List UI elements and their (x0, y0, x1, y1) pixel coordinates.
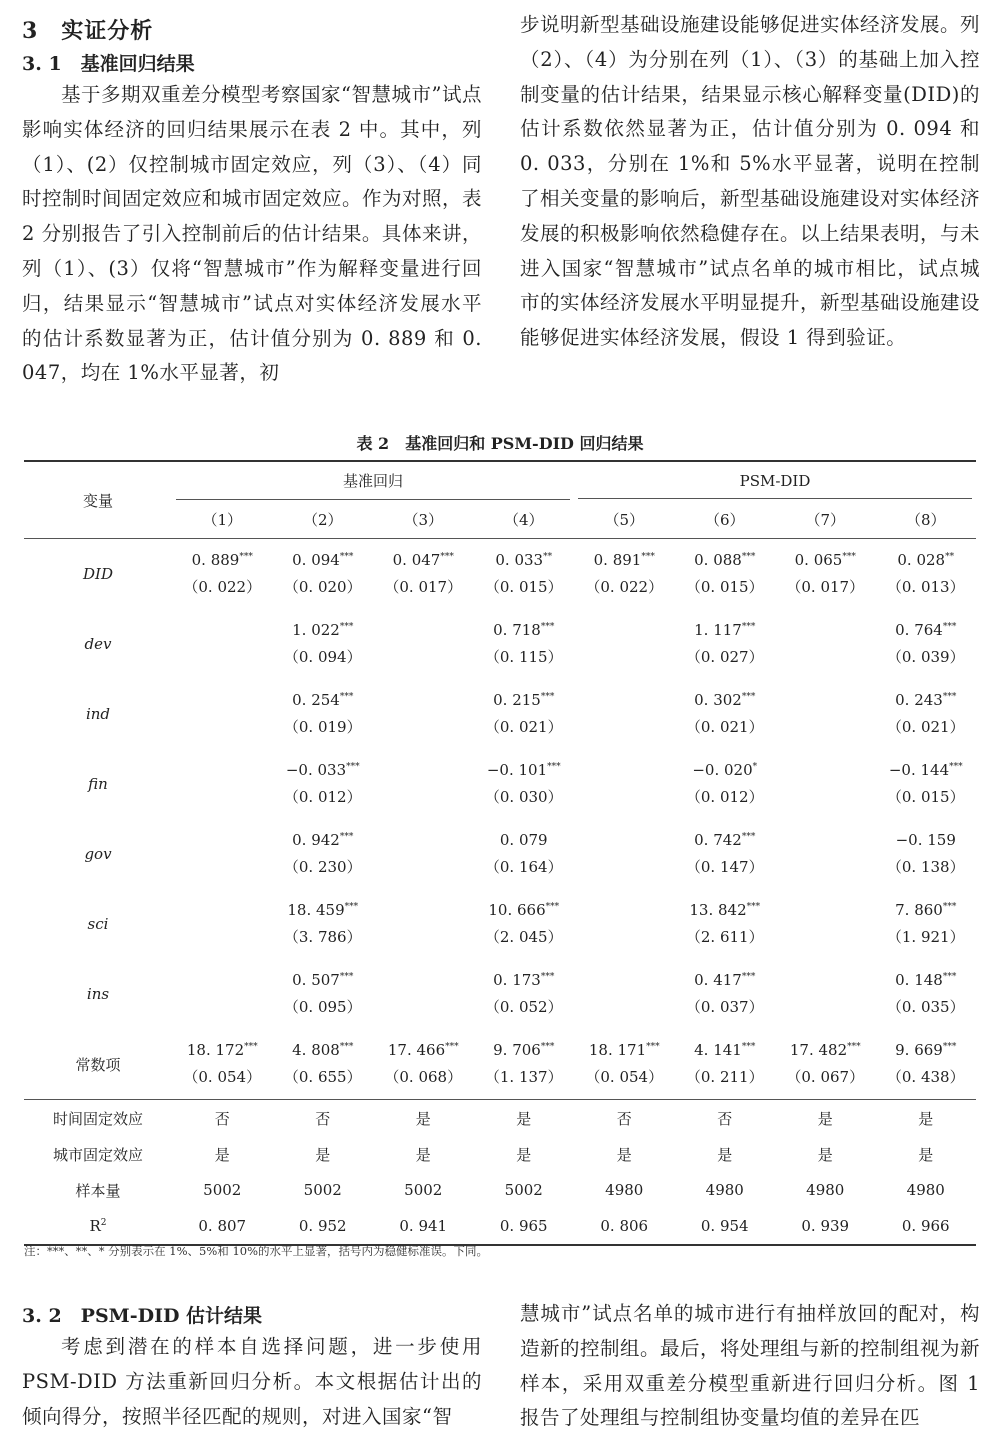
significance-stars: *** (540, 692, 555, 702)
table-row (24, 889, 976, 923)
significance-stars: *** (239, 552, 253, 562)
table-footer-row (24, 1100, 976, 1137)
standard-error: （3. 786） (283, 927, 362, 946)
standard-error: （0. 035） (886, 997, 965, 1016)
coefficient: 0. 173 (493, 971, 541, 989)
footer-value: 是 (474, 1100, 575, 1137)
footer-value: 0. 806 (574, 1208, 675, 1245)
significance-stars: *** (445, 1042, 459, 1052)
standard-error (775, 853, 876, 889)
significance-stars: *** (540, 972, 555, 982)
standard-error (373, 713, 474, 749)
standard-error: （0. 022） (183, 577, 262, 596)
table-row (24, 819, 976, 853)
coefficient-cell (574, 889, 675, 923)
column-number: （6） (675, 500, 776, 539)
column-number: （3） (373, 500, 474, 539)
var-header: 变量 (24, 461, 172, 539)
paragraph: 基于多期双重差分模型考察国家“智慧城市”试点影响实体经济的回归结果展示在表 2 中。其中，列（1）、(2）仅控制城市固定效应，列（3）、（4）同时控制时间固定效应和城市固定效应。作为对照，表 2 分别报告了引入控制前后的估计结果。具体来讲，列（1）、(3）仅将“智慧城市”作为解释变量进行回归，结果显示“智慧城市”试点对实体经济发展水平的估计系数显著为正，估计值分别为 0. 889 和 0. 047，均在 1%水平显著，初 (22, 83, 483, 385)
significance-stars: *** (344, 902, 359, 912)
coefficient-cell (273, 539, 374, 574)
footer-value: 是 (373, 1100, 474, 1137)
coefficient: 0. 079 (499, 831, 548, 849)
standard-error (574, 643, 675, 679)
footer-value: 是 (616, 1145, 632, 1164)
significance-stars: *** (339, 832, 354, 842)
coefficient: 0. 065 (794, 551, 843, 569)
coefficient: 9. 706 (493, 1041, 541, 1059)
significance-stars: *** (746, 902, 761, 912)
coefficient: 0. 507 (292, 971, 340, 989)
standard-error: （0. 017） (384, 577, 463, 596)
standard-error: （0. 017） (786, 577, 865, 596)
significance-stars: *** (942, 622, 957, 632)
coefficient-cell (373, 1029, 474, 1063)
coefficient: 1. 117 (694, 621, 742, 639)
standard-error: （0. 030） (484, 787, 563, 806)
standard-error (574, 783, 675, 819)
subsection-title: 3. 1 基准回归结果 (22, 53, 195, 75)
coefficient-cell (474, 539, 575, 574)
significance-stars: ** (945, 552, 955, 562)
footer-value: 5002 (303, 1181, 342, 1199)
coefficient: 10. 666 (488, 901, 546, 919)
coefficient-cell (675, 819, 776, 853)
significance-stars: *** (545, 902, 560, 912)
standard-error: （0. 095） (283, 997, 362, 1016)
footer-value: 否 (675, 1100, 776, 1137)
coefficient-cell (373, 819, 474, 853)
standard-error: （2. 611） (685, 927, 764, 946)
coefficient: 4. 141 (694, 1041, 742, 1059)
coefficient-cell (574, 679, 675, 713)
coefficient-cell (876, 609, 977, 643)
footer-value: 0. 807 (172, 1208, 273, 1245)
coefficient-cell (373, 959, 474, 993)
coefficient: 0. 891 (593, 551, 642, 569)
footer-value: 0. 966 (876, 1208, 977, 1245)
coefficient: 18. 172 (186, 1041, 245, 1059)
table-footer-row (24, 1136, 976, 1172)
footer-value: 0. 941 (373, 1208, 474, 1245)
standard-error (775, 783, 876, 819)
significance-stars: * (752, 762, 758, 772)
standard-error: （0. 211） (685, 1067, 764, 1086)
standard-error (775, 923, 876, 959)
coefficient: 17. 466 (387, 1041, 446, 1059)
table-note: 注：***、**、* 分别表示在 1%、5%和 10%的水平上显著，括号内为稳健标准误。下同。 (24, 1244, 489, 1258)
coefficient: 4. 808 (292, 1041, 340, 1059)
standard-error: （0. 019） (283, 717, 362, 736)
coefficient: 0. 889 (191, 551, 240, 569)
variable-name: dev (84, 635, 112, 653)
coefficient: 0. 417 (694, 971, 742, 989)
standard-error (574, 993, 675, 1029)
footer-value: 5002 (203, 1181, 242, 1199)
coefficient-cell (876, 679, 977, 713)
significance-stars: *** (949, 762, 963, 772)
coefficient-cell (775, 889, 876, 923)
coefficient-cell (474, 609, 575, 643)
coefficient-cell (775, 1029, 876, 1063)
variable-name: fin (88, 775, 108, 793)
significance-stars: *** (847, 1042, 861, 1052)
significance-stars: *** (646, 1042, 660, 1052)
coefficient: 0. 742 (694, 831, 742, 849)
variable-name: sci (87, 915, 109, 933)
coefficient-cell (373, 889, 474, 923)
standard-error: （1. 137） (484, 1067, 563, 1086)
column-number: （8） (876, 500, 977, 539)
variable-name: ins (86, 985, 110, 1003)
coefficient: 18. 171 (588, 1041, 647, 1059)
column-number: （2） (273, 500, 374, 539)
significance-stars: *** (741, 552, 756, 562)
footer-value: 是 (817, 1145, 833, 1164)
paragraph: 步说明新型基础设施建设能够促进实体经济发展。列（2）、（4）为分别在列（1）、（3）的基础上加入控制变量的估计结果，结果显示核心解释变量(DID)的估计系数依然显著为正，估计值分别为 0. 094 和 0. 033，分别在 1%和 5%水平显著，说明在控制了相关变量的影响后，新型基础设施建设对实体经济发展的积极影响依然稳健存在。以上结果表明，与未进入国家“智慧城市”试点名单的城市相比，试点城市的实体经济发展水平明显提升，新型基础设施建设能够促进实体经济发展，假设 1 得到验证。 (520, 13, 981, 350)
coefficient: −0. 144 (888, 761, 950, 779)
subsection-title: 3. 2 PSM-DID 估计结果 (22, 1305, 263, 1327)
group-header (574, 461, 976, 500)
significance-stars: *** (547, 762, 561, 772)
right-column (520, 8, 980, 356)
standard-error: （0. 054） (183, 1067, 262, 1086)
coefficient-cell (775, 749, 876, 783)
significance-stars: *** (842, 552, 856, 562)
footer-value: 5002 (404, 1181, 443, 1199)
coefficient-cell (373, 679, 474, 713)
significance-stars: *** (942, 692, 957, 702)
significance-stars: *** (741, 622, 756, 632)
coefficient-cell (574, 1029, 675, 1063)
standard-error: （0. 438） (886, 1067, 965, 1086)
coefficient-cell (172, 539, 273, 574)
coefficient-cell (775, 959, 876, 993)
significance-stars: *** (244, 1042, 258, 1052)
coefficient-cell (876, 889, 977, 923)
coefficient: 0. 942 (292, 831, 340, 849)
coefficient: 17. 482 (789, 1041, 848, 1059)
footer-label: 城市固定效应 (52, 1145, 143, 1164)
coefficient-cell (273, 959, 374, 993)
coefficient: 9. 669 (895, 1041, 943, 1059)
coefficient: −0. 020 (692, 761, 753, 779)
standard-error (172, 713, 273, 749)
standard-error (574, 713, 675, 749)
coefficient-cell (373, 539, 474, 574)
standard-error: （0. 015） (484, 577, 563, 596)
standard-error (373, 783, 474, 819)
standard-error (172, 993, 273, 1029)
coefficient-cell (574, 749, 675, 783)
standard-error: （1. 921） (886, 927, 965, 946)
coefficient-cell (675, 679, 776, 713)
coefficient-cell (172, 749, 273, 783)
coefficient-cell (273, 679, 374, 713)
standard-error: （0. 012） (283, 787, 362, 806)
coefficient: 0. 302 (694, 691, 742, 709)
coefficient-cell (574, 539, 675, 574)
paragraph: 考虑到潜在的样本自选择问题，进一步使用 PSM-DID 方法重新回归分析。本文根据估计出的倾向得分，按照半径匹配的规则，对进入国家“智 (22, 1335, 482, 1428)
coefficient-cell (775, 819, 876, 853)
left-column (22, 8, 482, 391)
standard-error: （0. 094） (283, 647, 362, 666)
coefficient-cell (876, 749, 977, 783)
coefficient-cell (675, 959, 776, 993)
column-number: （5） (574, 500, 675, 539)
footer-value: 否 (273, 1100, 374, 1137)
standard-error: （0. 054） (585, 1067, 664, 1086)
coefficient: 0. 254 (292, 691, 340, 709)
standard-error: （0. 021） (886, 717, 965, 736)
standard-error: （0. 015） (886, 787, 965, 806)
coefficient-cell (273, 609, 374, 643)
bottom-right-column (520, 1297, 980, 1436)
column-number: （4） (474, 500, 575, 539)
coefficient: 1. 022 (292, 621, 340, 639)
standard-error: （0. 021） (484, 717, 563, 736)
footer-value: 0. 954 (675, 1208, 776, 1245)
standard-error (373, 993, 474, 1029)
significance-stars: *** (540, 622, 555, 632)
significance-stars: *** (339, 622, 354, 632)
footer-value: 是 (775, 1100, 876, 1137)
standard-error (574, 923, 675, 959)
table-caption: 表 2 基准回归和 PSM-DID 回归结果 (356, 434, 644, 453)
significance-stars: ** (543, 552, 553, 562)
coefficient-cell (876, 959, 977, 993)
footer-value: 是 (315, 1145, 331, 1164)
significance-stars: *** (741, 692, 756, 702)
footer-value: 是 (516, 1145, 532, 1164)
coefficient: 0. 047 (392, 551, 441, 569)
standard-error: （0. 015） (685, 577, 764, 596)
coefficient-cell (474, 819, 575, 853)
standard-error (775, 713, 876, 749)
paragraph: 慧城市”试点名单的城市进行有抽样放回的配对，构造新的控制组。最后，将处理组与新的控制组视为新样本，采用双重差分模型重新进行回归分析。图 1 报告了处理组与控制组协变量均值的差异在匹 (520, 1302, 981, 1430)
coefficient: −0. 033 (285, 761, 347, 779)
coefficient-cell (373, 749, 474, 783)
significance-stars: *** (339, 552, 354, 562)
coefficient-cell (876, 819, 977, 853)
group-label: 基准回归 (176, 462, 570, 500)
variable-name: ind (85, 705, 111, 723)
coefficient-cell (474, 889, 575, 923)
footer-value: 4980 (705, 1181, 744, 1199)
coefficient-cell (474, 679, 575, 713)
significance-stars: *** (339, 972, 354, 982)
footer-value: 5002 (504, 1181, 543, 1199)
standard-error (574, 853, 675, 889)
standard-error: （0. 022） (585, 577, 664, 596)
footer-value: 4980 (605, 1181, 644, 1199)
standard-error: （0. 013） (886, 577, 965, 596)
superscript: 2 (100, 1218, 107, 1228)
standard-error: （0. 164） (484, 857, 563, 876)
standard-error (775, 643, 876, 679)
standard-error: （0. 655） (283, 1067, 362, 1086)
variable-name: 常数项 (75, 1055, 121, 1074)
coefficient-cell (876, 539, 977, 574)
standard-error: （0. 147） (685, 857, 764, 876)
standard-error: （2. 045） (484, 927, 563, 946)
footer-label: $R^2$ (24, 1208, 172, 1245)
standard-error: （0. 012） (685, 787, 764, 806)
group-header (172, 461, 574, 500)
column-number: （1） (172, 500, 273, 539)
significance-stars: *** (540, 1042, 555, 1052)
variable-name: gov (84, 845, 112, 863)
coefficient: 7. 860 (895, 901, 943, 919)
coefficient: 0. 243 (895, 691, 943, 709)
standard-error (172, 923, 273, 959)
coefficient: −0. 159 (895, 831, 956, 849)
significance-stars: *** (339, 1042, 354, 1052)
standard-error (373, 923, 474, 959)
coefficient-cell (675, 539, 776, 574)
coefficient-cell (373, 609, 474, 643)
standard-error: （0. 115） (484, 647, 563, 666)
footer-value: 4980 (906, 1181, 945, 1199)
footer-value: 0. 939 (775, 1208, 876, 1245)
coefficient-cell (775, 539, 876, 574)
coefficient-cell (574, 609, 675, 643)
group-label: PSM-DID (578, 464, 972, 499)
coefficient: 0. 764 (895, 621, 943, 639)
coefficient-cell (775, 609, 876, 643)
significance-stars: *** (339, 692, 354, 702)
coefficient-cell (172, 609, 273, 643)
coefficient-cell (474, 1029, 575, 1063)
standard-error (172, 783, 273, 819)
coefficient: 0. 028 (897, 551, 946, 569)
significance-stars: *** (942, 1042, 957, 1052)
table-row (24, 959, 976, 993)
table-row (24, 1029, 976, 1063)
variable-name: DID (83, 565, 113, 583)
coefficient-cell (675, 1029, 776, 1063)
footer-value: 否 (172, 1100, 273, 1137)
footer-value: 是 (918, 1145, 934, 1164)
coefficient-cell (474, 959, 575, 993)
coefficient-cell (876, 1029, 977, 1063)
significance-stars: *** (641, 552, 655, 562)
footer-label: 样本量 (75, 1181, 121, 1200)
significance-stars: *** (741, 1042, 756, 1052)
standard-error: （0. 138） (886, 857, 965, 876)
coefficient-cell (474, 749, 575, 783)
footer-value: 是 (876, 1100, 977, 1137)
coefficient-cell (675, 609, 776, 643)
coefficient: 0. 088 (694, 551, 742, 569)
coefficient-cell (675, 749, 776, 783)
significance-stars: *** (942, 902, 957, 912)
column-number: （7） (775, 500, 876, 539)
coefficient: 0. 718 (493, 621, 541, 639)
footer-label: 时间固定效应 (24, 1100, 172, 1137)
coefficient-cell (172, 679, 273, 713)
coefficient-cell (273, 749, 374, 783)
footer-value: 4980 (806, 1181, 845, 1199)
table-row (24, 749, 976, 783)
standard-error: （0. 039） (886, 647, 965, 666)
coefficient: 0. 094 (292, 551, 340, 569)
standard-error: （0. 027） (685, 647, 764, 666)
coefficient-cell (273, 889, 374, 923)
standard-error (373, 643, 474, 679)
footer-value: 是 (717, 1145, 733, 1164)
coefficient: −0. 101 (486, 761, 548, 779)
coefficient-cell (172, 959, 273, 993)
standard-error (172, 853, 273, 889)
table-row (24, 539, 976, 574)
standard-error: （0. 020） (283, 577, 362, 596)
significance-stars: *** (741, 972, 756, 982)
standard-error (373, 853, 474, 889)
coefficient-cell (172, 819, 273, 853)
bottom-left-column (22, 1297, 482, 1434)
coefficient: 18. 459 (287, 901, 345, 919)
footer-value: 是 (214, 1145, 230, 1164)
coefficient-cell (172, 1029, 273, 1063)
standard-error (775, 993, 876, 1029)
regression-table (24, 460, 976, 1246)
coefficient-cell (172, 889, 273, 923)
footer-value: 是 (415, 1145, 431, 1164)
coefficient-cell (273, 819, 374, 853)
coefficient-cell (574, 959, 675, 993)
coefficient: 0. 215 (493, 691, 541, 709)
standard-error (172, 643, 273, 679)
footer-value: 0. 965 (474, 1208, 575, 1245)
standard-error: （0. 021） (685, 717, 764, 736)
significance-stars: *** (942, 972, 957, 982)
standard-error: （0. 068） (384, 1067, 463, 1086)
standard-error: （0. 037） (685, 997, 764, 1016)
coefficient: 0. 033 (495, 551, 544, 569)
coefficient-cell (675, 889, 776, 923)
coefficient-cell (273, 1029, 374, 1063)
significance-stars: *** (346, 762, 360, 772)
coefficient-cell (574, 819, 675, 853)
coefficient: 0. 148 (895, 971, 943, 989)
table-row (24, 679, 976, 713)
table-header-row (24, 461, 976, 500)
section-title: 3 实证分析 (22, 18, 154, 44)
coefficient: 13. 842 (689, 901, 747, 919)
footer-value: 0. 952 (273, 1208, 374, 1245)
significance-stars: *** (440, 552, 454, 562)
significance-stars: *** (741, 832, 756, 842)
standard-error: （0. 230） (283, 857, 362, 876)
standard-error: （0. 067） (786, 1067, 865, 1086)
table-footer-row (24, 1172, 976, 1208)
footer-value: 否 (574, 1100, 675, 1137)
standard-error: （0. 052） (484, 997, 563, 1016)
table-footer-row (24, 1208, 976, 1245)
coefficient-cell (775, 679, 876, 713)
table-row (24, 609, 976, 643)
